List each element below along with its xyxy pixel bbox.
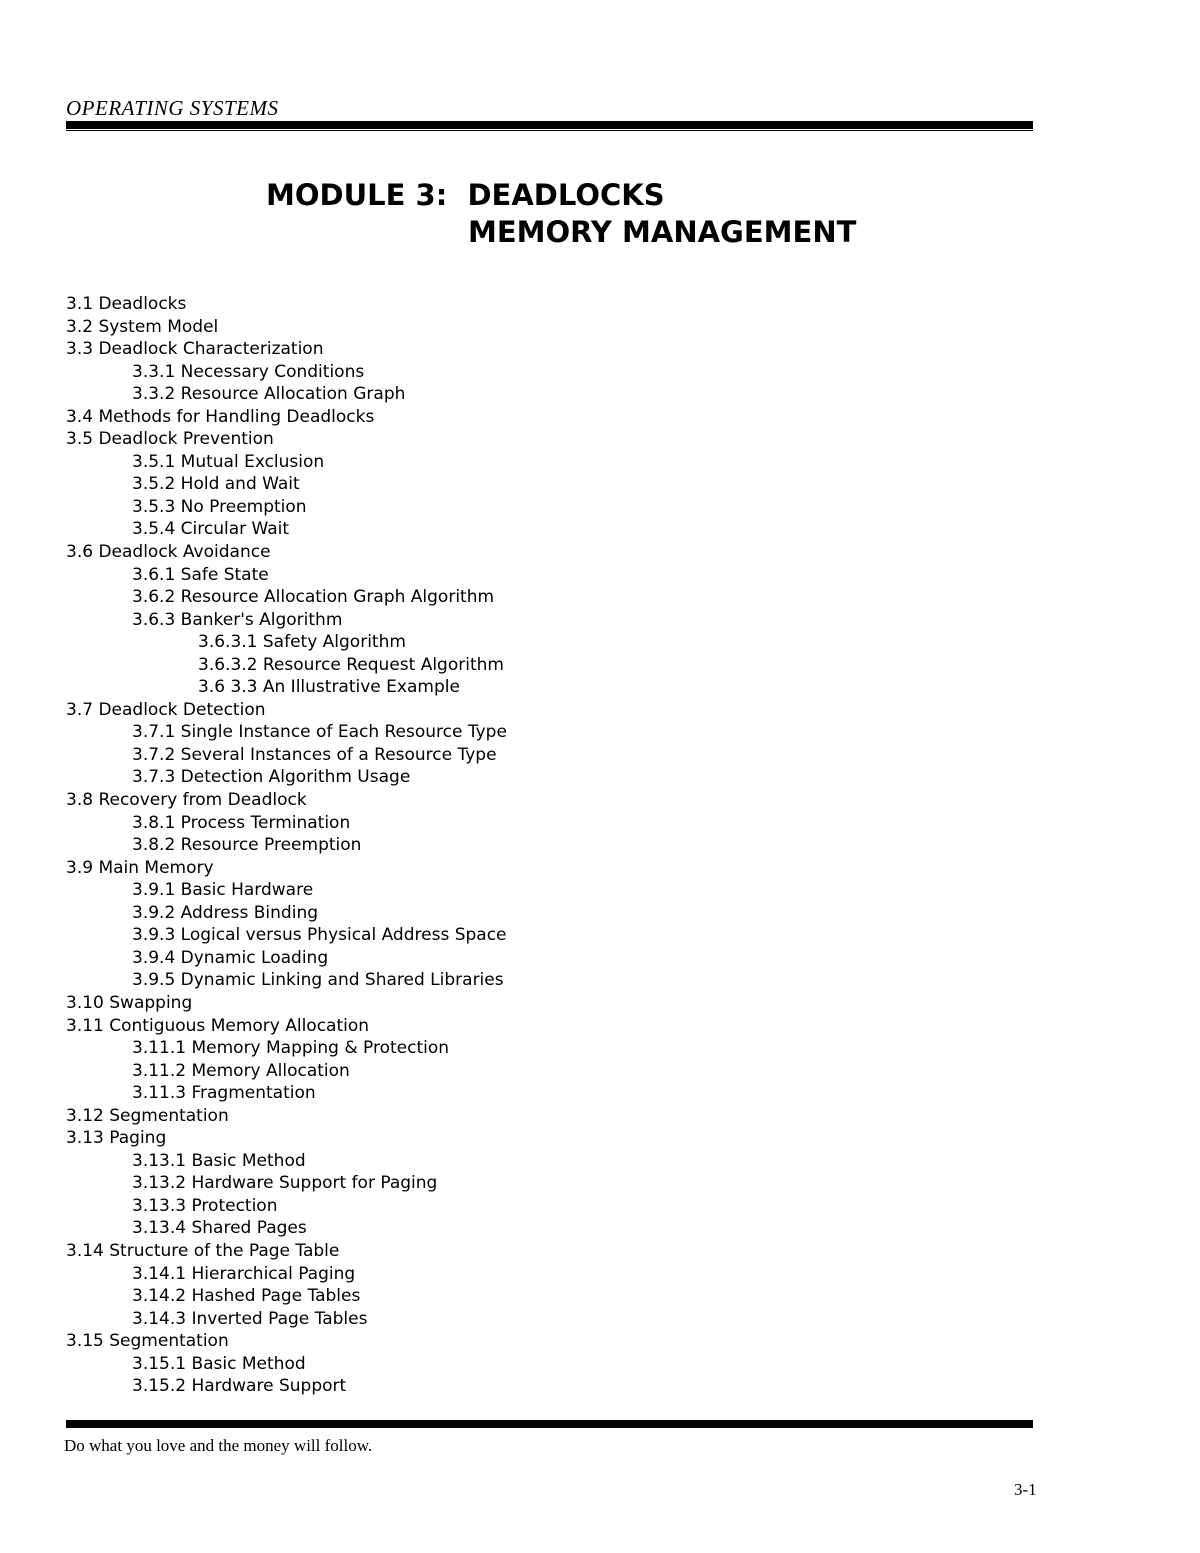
toc-entry: 3.5 Deadlock Prevention bbox=[66, 429, 274, 450]
toc-entry: 3.7.3 Detection Algorithm Usage bbox=[132, 767, 411, 788]
toc-entry: 3.2 System Model bbox=[66, 316, 219, 337]
page-number: 3-1 bbox=[1014, 1480, 1037, 1499]
footer-rule bbox=[66, 1420, 1033, 1428]
toc-entry: 3.3.1 Necessary Conditions bbox=[132, 361, 365, 382]
toc-entry: 3.10 Swapping bbox=[66, 992, 193, 1013]
module-title bbox=[266, 177, 856, 251]
toc-entry: 3.13.1 Basic Method bbox=[132, 1150, 306, 1171]
toc-entry: 3.14.1 Hierarchical Paging bbox=[132, 1263, 356, 1284]
module-title-line1: MODULE 3: DEADLOCKS bbox=[266, 178, 665, 212]
toc-entry: 3.6.2 Resource Allocation Graph Algorithm bbox=[132, 587, 495, 608]
toc-entry: 3.3 Deadlock Characterization bbox=[66, 339, 324, 360]
toc-entry: 3.11.2 Memory Allocation bbox=[132, 1060, 350, 1081]
toc-entry: 3.9.2 Address Binding bbox=[132, 902, 319, 923]
toc-entry: 3.15 Segmentation bbox=[66, 1331, 229, 1352]
toc-entry: 3.7.1 Single Instance of Each Resource Type bbox=[132, 722, 507, 743]
toc-entry: 3.5.3 No Preemption bbox=[132, 496, 307, 517]
footer-quote: Do what you love and the money will follow. bbox=[64, 1436, 373, 1455]
toc-entry: 3.14.3 Inverted Page Tables bbox=[132, 1308, 368, 1329]
toc-entry: 3.4 Methods for Handling Deadlocks bbox=[66, 406, 375, 427]
table-of-contents bbox=[66, 293, 507, 1398]
toc-entry: 3.13 Paging bbox=[66, 1128, 167, 1149]
toc-entry: 3.6.1 Safe State bbox=[132, 564, 269, 585]
module-title-line2: MEMORY MANAGEMENT bbox=[468, 215, 857, 249]
toc-entry: 3.6 Deadlock Avoidance bbox=[66, 542, 271, 563]
toc-entry: 3.5.4 Circular Wait bbox=[132, 519, 290, 540]
toc-entry: 3.8 Recovery from Deadlock bbox=[66, 790, 307, 811]
toc-entry: 3.5.1 Mutual Exclusion bbox=[132, 451, 325, 472]
toc-entry: 3.11.3 Fragmentation bbox=[132, 1083, 316, 1104]
header-rule-thin bbox=[66, 130, 1033, 131]
toc-entry: 3.9 Main Memory bbox=[66, 857, 214, 878]
toc-entry: 3.6.3.2 Resource Request Algorithm bbox=[198, 654, 504, 675]
toc-entry: 3.6.3 Banker's Algorithm bbox=[132, 609, 343, 630]
toc-entry: 3.13.3 Protection bbox=[132, 1195, 278, 1216]
toc-entry: 3.14 Structure of the Page Table bbox=[66, 1240, 340, 1261]
toc-entry: 3.7.2 Several Instances of a Resource Type bbox=[132, 744, 497, 765]
toc-entry: 3.12 Segmentation bbox=[66, 1105, 229, 1126]
toc-entry: 3.9.5 Dynamic Linking and Shared Libraries bbox=[132, 970, 504, 991]
toc-entry: 3.3.2 Resource Allocation Graph bbox=[132, 384, 406, 405]
toc-entry: 3.15.1 Basic Method bbox=[132, 1353, 306, 1374]
toc-entry: 3.11 Contiguous Memory Allocation bbox=[66, 1015, 370, 1036]
toc-entry: 3.9.1 Basic Hardware bbox=[132, 880, 314, 901]
toc-entry: 3.9.4 Dynamic Loading bbox=[132, 947, 329, 968]
running-header-title: OPERATING SYSTEMS bbox=[66, 96, 279, 120]
toc-entry: 3.5.2 Hold and Wait bbox=[132, 474, 300, 495]
toc-entry: 3.9.3 Logical versus Physical Address Space bbox=[132, 925, 507, 946]
toc-entry: 3.1 Deadlocks bbox=[66, 294, 187, 314]
toc-entry: 3.13.2 Hardware Support for Paging bbox=[132, 1173, 438, 1194]
toc-entry: 3.15.2 Hardware Support bbox=[132, 1376, 347, 1397]
toc-entry: 3.7 Deadlock Detection bbox=[66, 699, 266, 720]
toc-entry: 3.11.1 Memory Mapping & Protection bbox=[132, 1038, 450, 1059]
toc-entry: 3.13.4 Shared Pages bbox=[132, 1218, 307, 1239]
toc-entry: 3.6 3.3 An Illustrative Example bbox=[198, 677, 460, 698]
toc-entry: 3.8.1 Process Termination bbox=[132, 812, 351, 833]
header-rule-thick bbox=[66, 121, 1033, 129]
toc-entry: 3.6.3.1 Safety Algorithm bbox=[198, 632, 406, 653]
toc-entry: 3.8.2 Resource Preemption bbox=[132, 835, 362, 856]
toc-entry: 3.14.2 Hashed Page Tables bbox=[132, 1286, 361, 1307]
